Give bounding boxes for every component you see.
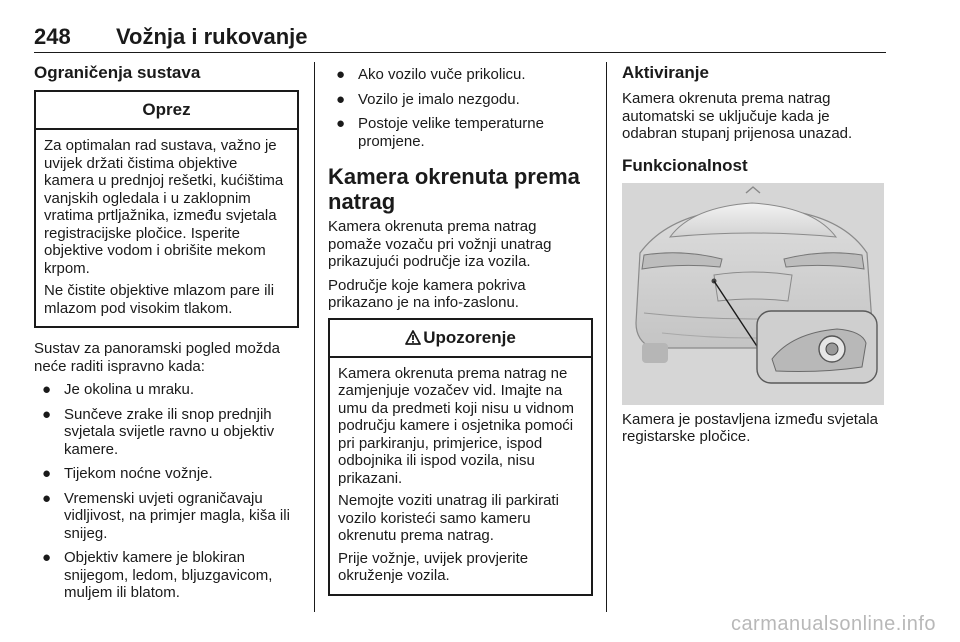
section-heading-limitations: Ograničenja sustava (34, 63, 201, 82)
page-header (34, 22, 886, 53)
section-heading-function: Funkcionalnost (622, 155, 748, 175)
bullet-icon: ● (42, 549, 52, 566)
limitations-list (34, 381, 299, 602)
page-number: 248 (34, 24, 71, 49)
rear-camera-illustration (622, 183, 884, 405)
list-item: ● Sunčeve zrake ili snop prednjih svjetala svijetle ravno u objektiv kamere. (42, 405, 275, 458)
bullet-icon: ● (42, 465, 52, 482)
rear-camera-paragraph: Kamera okrenuta prema natrag pomaže vozaču pri vožnji unatrag prikazujući područje iza vozila. (328, 218, 552, 270)
caution-paragraph: Ne čistite objektive mlazom pare ili mlazom pod visokim tlakom. (44, 282, 275, 317)
warning-paragraph: Kamera okrenuta prema natrag ne zamjenjuje vozačev vid. Imajte na umu da predmeti koji nisu u vidnom području kamere i osjetnika pomoći pri parkiranju, primjerice, ispod odbojnika ili ispod vozila, nisu prikazani. (338, 364, 574, 487)
bullet-icon: ● (336, 66, 346, 83)
list-item: ● Objektiv kamere je blokiran snijegom, ledom, bljuzgavicom, muljem ili blatom. (42, 549, 273, 601)
limitations-intro: Sustav za panoramski pogled možda neće raditi ispravno kada: (34, 340, 280, 375)
warning-triangle-icon (405, 322, 421, 358)
list-item: ● Postoje velike temperaturne promjene. (336, 115, 544, 150)
list-item: ● Je okolina u mraku. (42, 381, 195, 398)
column-2 (328, 66, 593, 596)
activation-paragraph: Kamera okrenuta prema natrag automatski se uključuje kada je odabran stupanj prijenosa unazad. (622, 90, 853, 142)
warning-title: Upozorenje (423, 327, 516, 347)
bullet-icon: ● (336, 90, 346, 108)
column-1 (34, 62, 299, 609)
rear-camera-paragraph: Područje koje kamera pokriva prikazano je na info-zaslonu. (328, 276, 526, 311)
warning-paragraph: Prije vožnje, uvijek provjerite okruženje vozila. (338, 549, 529, 584)
bullet-icon: ● (336, 115, 346, 132)
section-heading-rear-camera: Kamera okrenuta prema natrag (328, 164, 580, 214)
bullet-icon: ● (42, 381, 52, 398)
section-heading-activation: Aktiviranje (622, 63, 709, 82)
bullet-icon: ● (42, 489, 52, 507)
caution-paragraph: Za optimalan rad sustava, važno je uvijek držati čistima objektive kamera u prednjoj rešetki, kućištima vanjskih ogledala i u zaklopnim vratima prtljažnika, između svjetala registracijske pločice. Isperite objektive vodom i obrišite mekom krpom. (44, 137, 284, 277)
watermark: carmanualsonline.info (730, 613, 936, 635)
caution-box (34, 90, 299, 328)
list-item: ● Ako vozilo vuče prikolicu. (336, 66, 526, 83)
warning-title-row (330, 320, 591, 358)
chapter-title: Vožnja i rukovanje (116, 24, 308, 49)
bullet-icon: ● (42, 405, 52, 423)
column-divider (314, 62, 315, 612)
warning-paragraph: Nemojte voziti unatrag ili parkirati vozilo koristeći samo kameru okrenutu prema natrag. (338, 492, 559, 544)
limitations-list-continued (328, 66, 593, 150)
list-item: ● Tijekom noćne vožnje. (42, 465, 213, 482)
list-item: ● Vozilo je imalo nezgodu. (336, 90, 520, 108)
column-divider (606, 62, 607, 612)
caution-title: Oprez (36, 92, 297, 130)
camera-position-caption: Kamera je postavljena između svjetala registarske pločice. (622, 410, 878, 445)
column-3 (622, 62, 884, 452)
list-item: ● Vremenski uvjeti ograničavaju vidljivost, na primjer magla, kiša ili snijeg. (42, 489, 290, 542)
warning-box (328, 318, 593, 596)
